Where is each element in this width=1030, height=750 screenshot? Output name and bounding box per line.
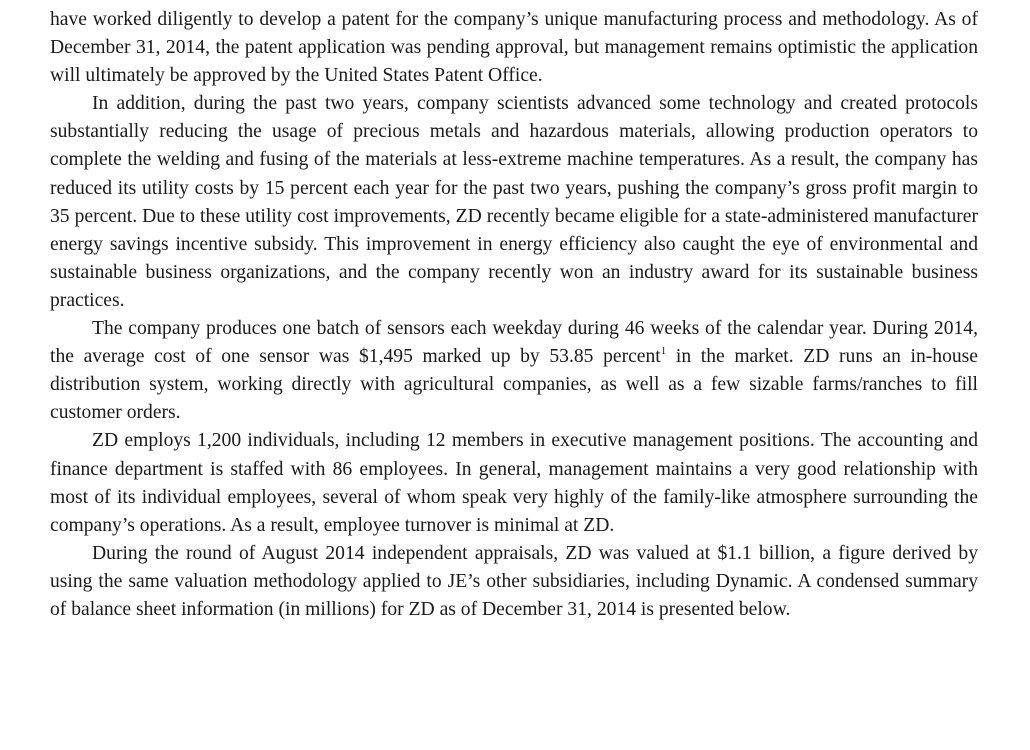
footnote-marker: 1 xyxy=(660,345,667,358)
document-page xyxy=(50,6,978,624)
paragraph-patent: have worked diligently to develop a patent for the company’s unique manufacturing process and methodology. As of December 31, 2014, the patent application was pending approval, but management remains optimistic the application will ultimately be approved by the United States Patent Office. xyxy=(50,9,978,87)
production-text-before: The company produces one batch of sensors each weekday during 46 weeks of the calendar year. During 2014, the average cost of one sensor was $1,495 marked up by 53.85 percent xyxy=(50,318,978,368)
paragraph-employees: ZD employs 1,200 individuals, including 12 members in executive management positions. The accounting and finance department is staffed with 86 employees. In general, management maintains a very good relationship with most of its individual employees, several of whom speak very highly of the family-like atmosphere surrounding the company’s operations. As a result, employee turnover is minimal at ZD. xyxy=(50,430,978,536)
production-text-after: in the market. ZD runs an in-house distribution system, working directly with agricultural companies, as well as a few sizable farms/ranches to fill customer orders. xyxy=(50,346,978,424)
paragraph-production xyxy=(50,315,978,427)
paragraph-valuation: During the round of August 2014 independent appraisals, ZD was valued at $1.1 billion, a figure derived by using the same valuation methodology applied to JE’s other subsidiaries, including Dynamic. A condensed summary of balance sheet information (in millions) for ZD as of December 31, 2014 is presented below. xyxy=(50,542,978,620)
paragraph-technology-improvements: In addition, during the past two years, company scientists advanced some technology and created protocols substantially reducing the usage of precious metals and hazardous materials, allowing production operators to complete the welding and fusing of the materials at less-extreme machine temperatures. As a result, the company has reduced its utility costs by 15 percent each year for the past two years, pushing the company’s gross profit margin to 35 percent. Due to these utility cost improvements, ZD recently became eligible for a state-administered manufacturer energy savings incentive subsidy. This improvement in energy efficiency also caught the eye of environmental and sustainable business organizations, and the company recently won an industry award for its sustainable business practices. xyxy=(50,93,978,311)
